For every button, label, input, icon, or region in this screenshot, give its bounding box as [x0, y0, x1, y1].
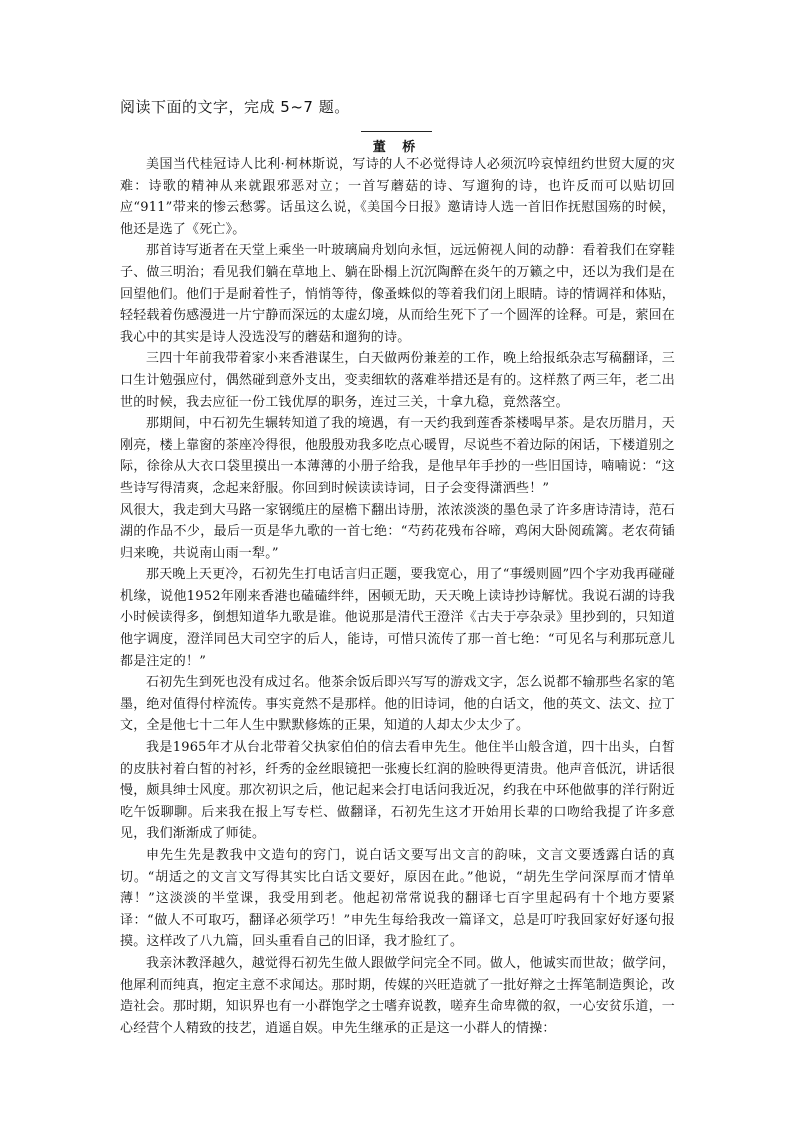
- paragraph-4: 那期间，中石初先生辗转知道了我的境遇，有一天约我到莲香茶楼喝早茶。是农历腊月，天刚亮，楼上靠窗的茶座冷得很，他殷殷劝我多吃点心暖胃，尽说些不着边际的闲话，下楼道别之际，徐徐从大衣口袋里摸出一本薄薄的小册子给我，是他早年手抄的一些旧国诗，喃喃说：“这些诗写得清爽，念起来舒服。你回到时候读读诗词，日子会变得潇洒些！”: [120, 416, 675, 496]
- paragraph-7: 石初先生到死也没有成过名。他茶余饭后即兴写写的游戏文字，怎么说都不输那些名家的笔墨，绝对值得付梓流传。事实竟然不是那样。他的旧诗词，他的白话文，他的英文、法文、拉丁文，全是他七十二年人生中默默修炼的正果，知道的人却太少太少了。: [120, 675, 675, 734]
- paragraph-5: 风很大，我走到大马路一家钢缆庄的屋檐下翻出诗册，浓浓淡淡的墨色录了许多唐诗清诗，范石湖的作品不少，最后一页是华九歌的一首七绝：“芍药花残布谷啼，鸡闲大卧阅疏篱。老农荷锸归来晚，共说南山雨一犁。”: [120, 502, 675, 561]
- article-body: [120, 154, 675, 1039]
- paragraph-2: 那首诗写逝者在天堂上乘坐一叶玻璃扁舟划向永恒，远远俯视人间的动静：看着我们在穿鞋子、做三明治；看见我们躺在草地上、躺在卧榻上沉沉陶醉在炎午的万籁之中，还以为我们是在回望他们。他们于是耐着性子，悄悄等待，像蚤蛛似的等着我们闭上眼睛。诗的情调祥和体贴，轻轻载着伤感漫进一片宁静而深远的太虚幻境，从而给生死下了一个圆浑的诠释。可是，萦回在我心中的其实是诗人没选没写的蘑菇和遛狗的诗。: [120, 243, 675, 345]
- paragraph-1: 美国当代桂冠诗人比利·柯林斯说，写诗的人不必觉得诗人必须沉吟哀悼纽约世贸大厦的灾难：诗歌的精神从来就跟邪恶对立；一首写蘑菇的诗、写遛狗的诗，也许反而可以贴切回应“911”带来的惨云愁雾。话虽这么说，《美国今日报》邀请诗人选一首旧作抚慰国殇的时候，他还是选了《死亡》。: [120, 157, 675, 237]
- paragraph-3: 三四十年前我带着家小来香港谋生，白天做两份兼差的工作，晚上给报纸杂志写稿翻译，三口生计勉强应付，偶然碰到意外支出，变卖细软的落难举措还是有的。这样熬了两三年，老二出世的时候，我去应征一份工钱优厚的职务，连过三关，十拿九稳，竟然落空。: [120, 351, 675, 410]
- title-rule: [361, 131, 432, 132]
- paragraph-6: 那天晚上天更冷，石初先生打电话言归正题，要我宽心，用了“事缓则圆”四个字劝我再碰碰机缘，说他1952年刚来香港也磕磕绊绊，困顿无助，天天晚上读诗抄诗解忧。我说石湖的诗我小时候读得多，倒想知道华九歌是谁。他说那是清代王澄洋《古夫于亭杂录》里抄到的，只知道他字调度，澄洋同邑大司空字的后人，能诗，可惜只流传了那一首七绝：“可见名与利那玩意儿都是注定的！”: [120, 567, 675, 669]
- article-title: 董 桥: [372, 140, 422, 155]
- reading-instruction: 阅读下面的文字，完成 5~7 题。: [120, 98, 350, 116]
- paragraph-10: 我亲沐教泽越久，越觉得石初先生做人跟做学问完全不同。做人，他诚实而世故；做学问，他犀利而纯真，抱定主意不求闻达。那时期，传媒的兴旺造就了一批好辩之士挥笔制造舆论，改造社会。那时期，知识界也有一小群饱学之士嗜弃说教，嗟弃生命卑微的叙，一心安贫乐道，一心经营个人精致的技艺，逍遥自娱。申先生继承的正是这一小群人的情操：: [120, 955, 675, 1036]
- paragraph-9: 申先生先是教我中文造句的窍门，说白话文要写出文言的韵味，文言文要透露白话的真切。“胡适之的文言文写得其实比白话文要好，原因在此。”他说，“胡先生学问深厚而才情单薄！”这淡淡的半堂课，我受用到老。他起初常常说我的翻译七百字里起码有十个地方要紧译：“做人不可取巧，翻译必须学巧！”申先生每给我改一篇译文，总是叮咛我回家好好逐句报摸。这样改了八九篇，回头重看自己的旧译，我才脸红了。: [120, 848, 675, 950]
- paragraph-8: 我是1965年才从台北带着父执家伯伯的信去看申先生。他住半山般含道，四十出头，白皙的皮肤衬着白皙的衬衫，纤秀的金丝眼镜把一张瘦长红润的脸映得更清贵。他声音低沉，讲话很慢，颇具绅士风度。那次初识之后，他记起来会打电话问我近况，约我在中环他做事的洋行附近吃午饭聊聊。后来我在报上写专栏、做翻译，石初先生这才开始用长辈的口吻给我提了许多意见，我们渐渐成了师徒。: [120, 740, 675, 842]
